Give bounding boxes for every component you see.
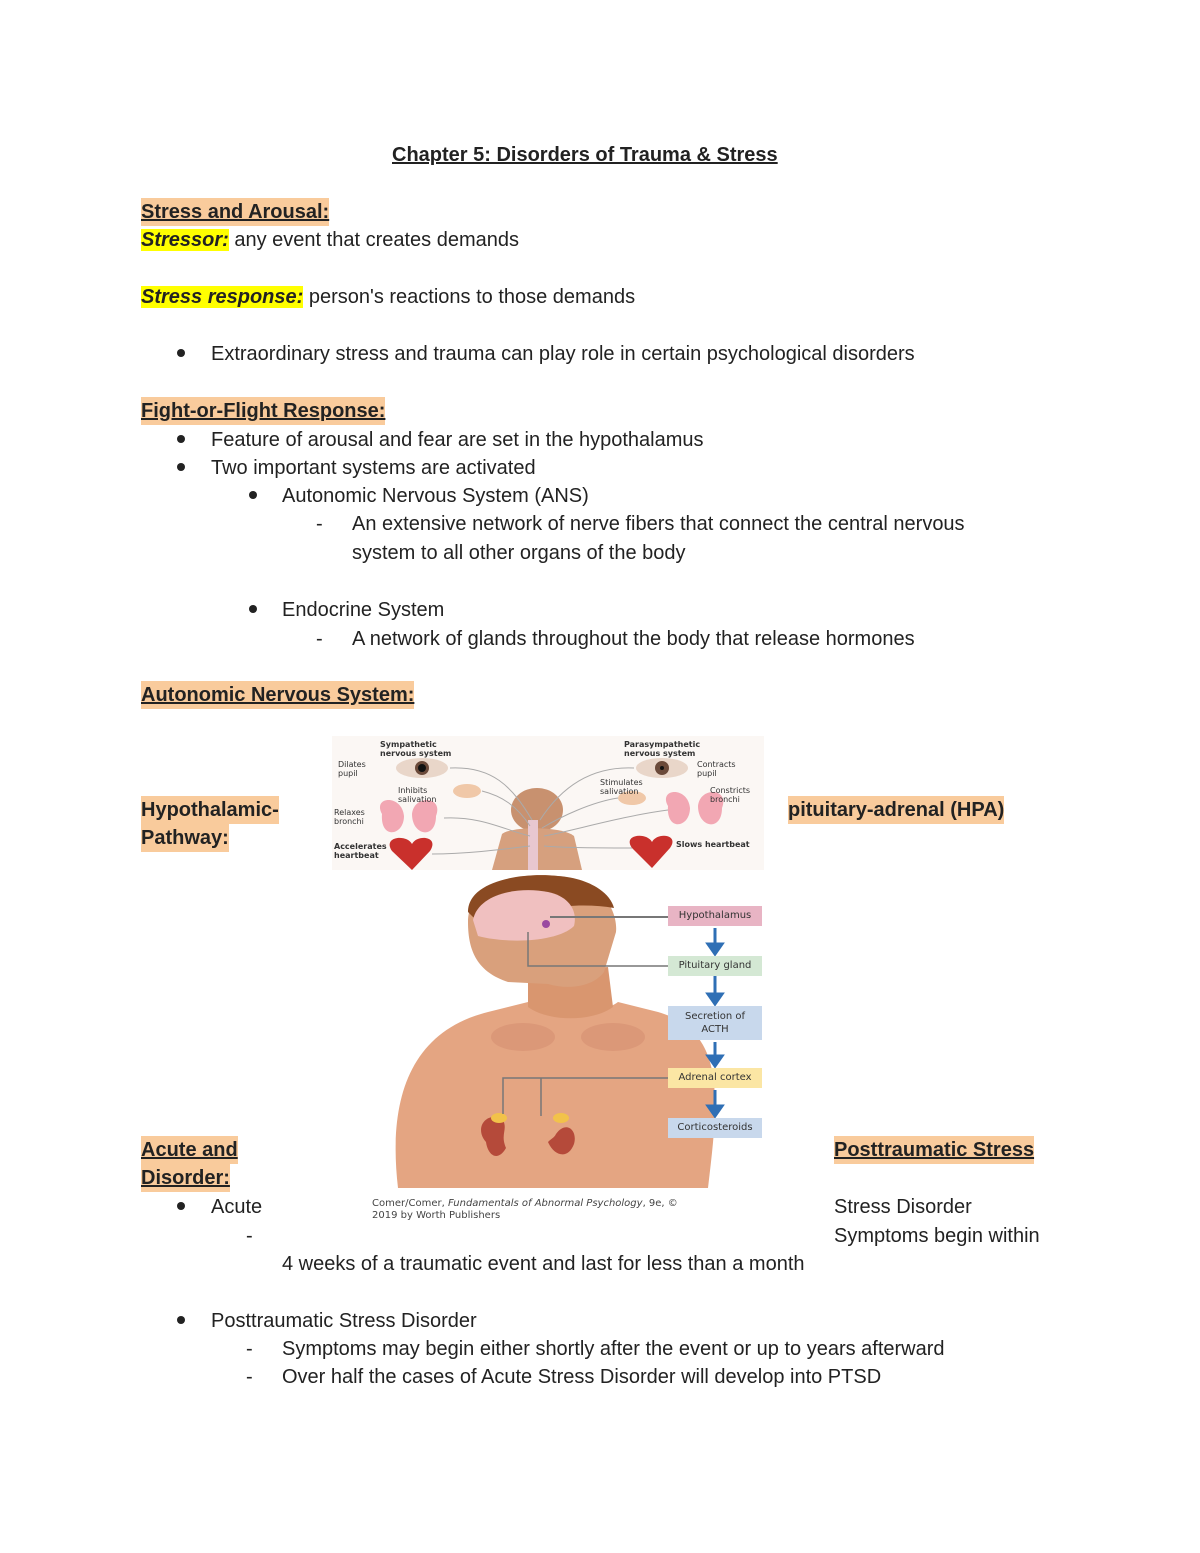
bullet-icon <box>249 491 257 499</box>
acute-heading-right: Posttraumatic Stress <box>834 1136 1034 1164</box>
figure-credit: Comer/Comer, Fundamentals of Abnormal Psychology, 9e, © 2019 by Worth Publishers <box>372 1198 678 1221</box>
contracts-pupil-label: Contracts pupil <box>697 760 736 778</box>
hpa-figure <box>378 872 778 1188</box>
inhibits-salivation-label: Inhibits salivation <box>398 786 437 804</box>
dash-icon: - <box>316 513 323 535</box>
stress-response-definition <box>141 283 635 311</box>
accelerates-heartbeat-label: Accelerates heartbeat <box>334 842 387 860</box>
acute-heading-left-1: Acute and <box>141 1136 238 1164</box>
stimulates-salivation-label: Stimulates salivation <box>600 778 643 796</box>
heart-icon <box>390 838 433 870</box>
bullet-icon <box>177 349 185 357</box>
list-item: Extraordinary stress and trauma can play role in certain psychological disorders <box>211 343 915 365</box>
bullet-icon <box>177 463 185 471</box>
list-item: Feature of arousal and fear are set in the hypothalamus <box>211 429 704 451</box>
list-item: Endocrine System <box>282 599 445 621</box>
stressor-definition <box>141 226 519 254</box>
list-item: Symptoms begin within <box>834 1225 1040 1247</box>
hpa-heading-left-1: Hypothalamic- <box>141 796 279 824</box>
parasympathetic-title: Parasympathetic nervous system <box>624 740 701 758</box>
bullet-icon <box>177 1202 185 1210</box>
fight-flight-heading: Fight-or-Flight Response: <box>141 397 385 425</box>
hpa-heading-left-2: Pathway: <box>141 824 229 852</box>
dash-icon: - <box>316 628 323 650</box>
bullet-icon <box>177 1316 185 1324</box>
spine-icon <box>528 820 538 870</box>
page-title: Chapter 5: Disorders of Trauma & Stress <box>392 144 778 166</box>
list-item: 4 weeks of a traumatic event and last for less than a month <box>282 1253 805 1275</box>
bullet-icon <box>177 435 185 443</box>
relaxes-bronchi-label: Relaxes bronchi <box>334 808 365 826</box>
list-item: A network of glands throughout the body that release hormones <box>352 628 915 650</box>
ans-figure <box>332 736 764 870</box>
list-item: Acute <box>211 1196 263 1218</box>
list-item: Two important systems are activated <box>211 457 536 479</box>
heart-icon <box>630 836 673 868</box>
dash-icon: - <box>246 1366 253 1388</box>
bullet-icon <box>249 605 257 613</box>
stressor-term: Stressor: <box>141 229 229 251</box>
sympathetic-title: Sympathetic nervous system <box>380 740 452 758</box>
list-item: An extensive network of nerve fibers that connect the central nervous <box>352 513 965 535</box>
stress-arousal-heading: Stress and Arousal: <box>141 198 329 226</box>
stress-response-def: person's reactions to those demands <box>303 286 636 308</box>
adrenal-cortex-box: Adrenal cortex <box>668 1068 762 1088</box>
corticosteroids-box: Corticosteroids <box>668 1118 762 1138</box>
list-item: Posttraumatic Stress Disorder <box>211 1310 477 1332</box>
slows-heartbeat-label: Slows heartbeat <box>676 840 750 849</box>
list-item: system to all other organs of the body <box>352 542 686 564</box>
list-item: Over half the cases of Acute Stress Disorder will develop into PTSD <box>282 1366 882 1388</box>
pituitary-box: Pituitary gland <box>668 956 762 976</box>
hpa-heading-right: pituitary-adrenal (HPA) <box>788 796 1004 824</box>
list-item: Symptoms may begin either shortly after the event or up to years afterward <box>282 1338 945 1360</box>
constricts-bronchi-label: Constricts bronchi <box>710 786 751 804</box>
stress-response-term: Stress response: <box>141 286 304 308</box>
dilates-pupil-label: Dilates pupil <box>338 760 366 778</box>
dash-icon: - <box>246 1225 253 1247</box>
list-item: Autonomic Nervous System (ANS) <box>282 485 589 507</box>
lung-icon <box>380 800 404 832</box>
list-item: Stress Disorder <box>834 1196 972 1218</box>
dash-icon: - <box>246 1338 253 1360</box>
acute-heading-left-2: Disorder: <box>141 1164 230 1192</box>
lung-icon <box>666 792 690 824</box>
gland-icon <box>453 784 481 798</box>
stressor-def: any event that creates demands <box>228 229 519 251</box>
ans-heading: Autonomic Nervous System: <box>141 681 414 709</box>
acth-box: Secretion of ACTH <box>668 1006 762 1040</box>
hypothalamus-box: Hypothalamus <box>668 906 762 926</box>
